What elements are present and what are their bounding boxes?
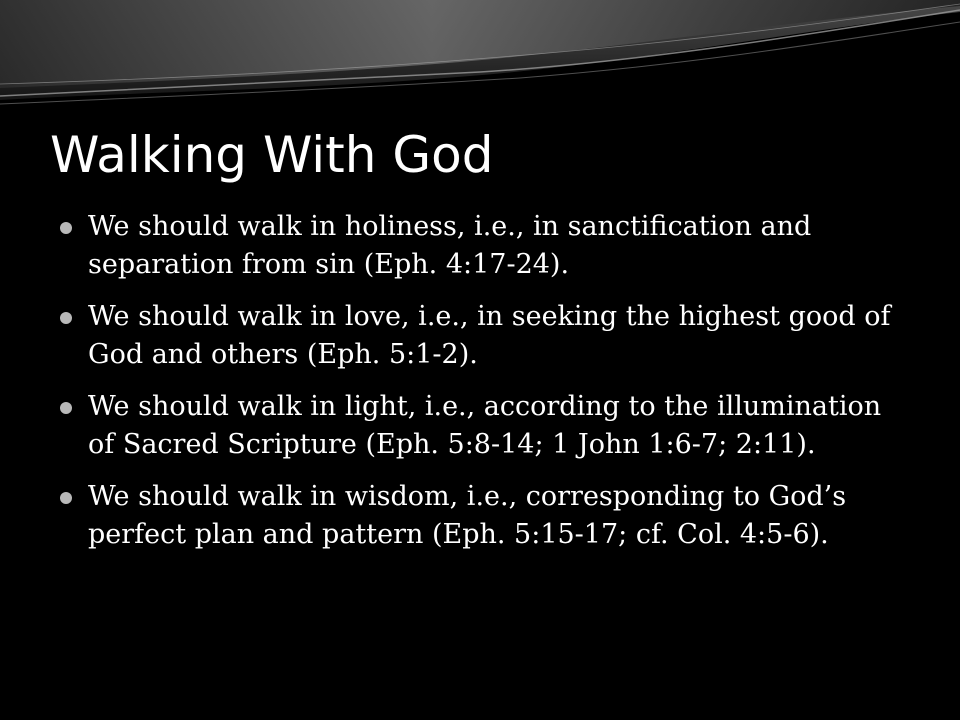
- bullet-text: We should walk in light, i.e., according to the illumination of Sacred Scripture (Eph. 5:8-14; 1 John 1:6-7; 2:11).: [88, 391, 882, 460]
- bullet-dot-icon: [60, 492, 72, 504]
- bullet-item-wisdom: [60, 478, 900, 554]
- bullet-text: We should walk in holiness, i.e., in sanctification and separation from sin (Eph. 4:17-24).: [88, 211, 812, 280]
- bullet-item-light: [60, 388, 900, 464]
- bullet-dot-icon: [60, 222, 72, 234]
- bullet-list: [60, 208, 900, 568]
- slide-title: Walking With God: [50, 126, 494, 184]
- bullet-dot-icon: [60, 402, 72, 414]
- decorative-wave-band: [0, 0, 960, 110]
- bullet-text: We should walk in love, i.e., in seeking the highest good of God and others (Eph. 5:1-2).: [88, 301, 891, 370]
- bullet-item-love: [60, 298, 900, 374]
- bullet-item-holiness: [60, 208, 900, 284]
- bullet-dot-icon: [60, 312, 72, 324]
- bullet-text: We should walk in wisdom, i.e., corresponding to God’s perfect plan and pattern (Eph. 5:15-17; cf. Col. 4:5-6).: [88, 481, 847, 550]
